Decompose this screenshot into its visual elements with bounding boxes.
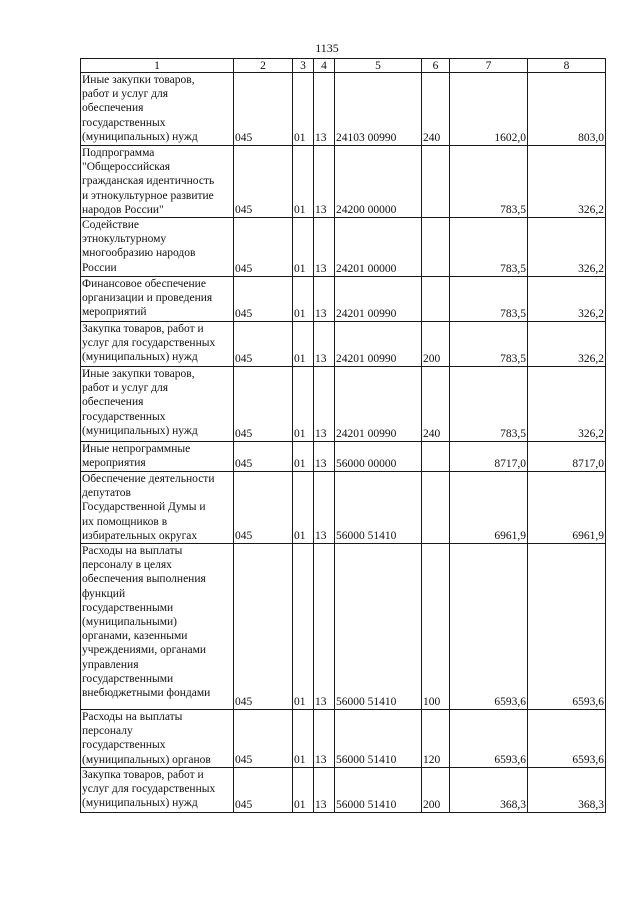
row-name-line: Подпрограмма	[82, 147, 155, 159]
amount-year-1-cell: 783,5	[450, 146, 528, 218]
subsection-code-cell: 13	[314, 544, 335, 710]
target-article-cell: 24200 00000	[335, 146, 422, 218]
amount-year-2-cell: 803,0	[528, 73, 606, 146]
row-name-line: государственными	[82, 601, 174, 614]
section-code-cell: 01	[293, 442, 314, 472]
subsection-code-cell: 13	[314, 710, 335, 768]
row-name-line: многообразию народов	[82, 247, 196, 260]
row-name-cell	[81, 218, 234, 277]
amount-year-1-cell: 783,5	[450, 322, 528, 367]
row-name-line: (муниципальных) нужд	[82, 130, 198, 143]
amount-year-2-cell: 326,2	[528, 367, 606, 442]
amount-year-2-cell: 368,3	[528, 767, 606, 812]
subsection-code-cell: 13	[314, 367, 335, 442]
amount-year-1-cell: 783,5	[450, 367, 528, 442]
ministry-code-cell: 045	[234, 710, 293, 768]
row-name-line: России	[82, 261, 117, 274]
row-name-line: избирательных округах	[82, 529, 198, 542]
table-row	[81, 544, 606, 710]
row-name-line: государственных	[82, 116, 166, 129]
row-name-line: (муниципальных) органов	[82, 753, 211, 766]
row-name-line: (муниципальными)	[82, 616, 177, 629]
row-name-cell	[81, 710, 234, 768]
row-name-line: обеспечения выполнения	[82, 573, 206, 586]
row-name-line: этнокультурному	[82, 233, 167, 246]
table-row	[81, 277, 606, 322]
column-header-3: 3	[293, 59, 314, 73]
ministry-code-cell: 045	[234, 544, 293, 710]
amount-year-2-cell: 6593,6	[528, 710, 606, 768]
expense-type-cell: 120	[422, 710, 450, 768]
row-name-line: работ и услуг для	[82, 88, 169, 101]
row-name-line: Расходы на выплаты	[82, 545, 183, 558]
section-code-cell: 01	[293, 277, 314, 322]
table-body	[81, 73, 606, 813]
ministry-code-cell: 045	[234, 73, 293, 146]
expense-type-cell	[422, 146, 450, 218]
row-name-line: функций	[82, 587, 126, 600]
column-header-7: 7	[450, 59, 528, 73]
row-name-line: (муниципальных) нужд	[82, 797, 198, 810]
section-code-cell: 01	[293, 767, 314, 812]
section-code-cell: 01	[293, 146, 314, 218]
section-code-cell: 01	[293, 710, 314, 768]
row-name-line: Финансовое обеспечение	[82, 278, 206, 291]
amount-year-2-cell: 326,2	[528, 277, 606, 322]
table-row	[81, 218, 606, 277]
row-name-line: Содействие	[82, 219, 140, 232]
row-name-line: организации и проведения	[82, 292, 213, 305]
row-name-line: гражданская идентичность	[82, 175, 215, 188]
target-article-cell: 24201 00990	[335, 322, 422, 367]
section-code-cell: 01	[293, 322, 314, 367]
header-row	[81, 59, 606, 73]
row-name-line: обеспечения	[82, 396, 144, 409]
ministry-code-cell: 045	[234, 322, 293, 367]
row-name-line: Закупка товаров, работ и	[82, 768, 204, 781]
table-row	[81, 367, 606, 442]
expense-type-cell: 240	[422, 367, 450, 442]
row-name-line: Государственной Думы и	[82, 501, 206, 514]
expense-type-cell	[422, 277, 450, 322]
row-name-line: государственными	[82, 672, 174, 685]
row-name-cell	[81, 767, 234, 812]
target-article-cell: 56000 51410	[335, 472, 422, 544]
amount-year-2-cell: 326,2	[528, 146, 606, 218]
subsection-code-cell: 13	[314, 472, 335, 544]
amount-year-1-cell: 1602,0	[450, 73, 528, 146]
row-name-line: народов России"	[82, 203, 164, 216]
table-row	[81, 710, 606, 768]
column-header-4: 4	[314, 59, 335, 73]
table-row	[81, 442, 606, 472]
row-name-line: Закупка товаров, работ и	[82, 323, 204, 336]
section-code-cell: 01	[293, 73, 314, 146]
ministry-code-cell: 045	[234, 218, 293, 277]
table-row	[81, 322, 606, 367]
expense-type-cell: 200	[422, 767, 450, 812]
row-name-cell	[81, 442, 234, 472]
row-name-line: обеспечения	[82, 102, 144, 115]
row-name-line: Иные закупки товаров,	[82, 368, 195, 381]
column-header-1: 1	[81, 59, 234, 73]
expense-type-cell: 240	[422, 73, 450, 146]
amount-year-1-cell: 6593,6	[450, 710, 528, 768]
row-name-line: Иные закупки товаров,	[82, 74, 195, 86]
target-article-cell: 56000 51410	[335, 710, 422, 768]
table-row	[81, 767, 606, 812]
row-name-line: депутатов	[82, 487, 131, 500]
budget-table	[80, 58, 606, 813]
expense-type-cell: 100	[422, 544, 450, 710]
target-article-cell: 24201 00990	[335, 367, 422, 442]
row-name-line: учреждениями, органами	[82, 644, 207, 657]
column-header-5: 5	[335, 59, 422, 73]
amount-year-1-cell: 368,3	[450, 767, 528, 812]
row-name-line: персоналу в целях	[82, 559, 172, 572]
subsection-code-cell: 13	[314, 442, 335, 472]
target-article-cell: 24103 00990	[335, 73, 422, 146]
ministry-code-cell: 045	[234, 146, 293, 218]
amount-year-2-cell: 6593,6	[528, 544, 606, 710]
ministry-code-cell: 045	[234, 277, 293, 322]
column-header-6: 6	[422, 59, 450, 73]
ministry-code-cell: 045	[234, 472, 293, 544]
column-header-2: 2	[234, 59, 293, 73]
page-number: 1135	[315, 41, 339, 55]
expense-type-cell	[422, 442, 450, 472]
row-name-line: мероприятий	[82, 306, 147, 319]
target-article-cell: 56000 51410	[335, 767, 422, 812]
section-code-cell: 01	[293, 544, 314, 710]
row-name-line: управления	[82, 658, 139, 671]
section-code-cell: 01	[293, 367, 314, 442]
ministry-code-cell: 045	[234, 767, 293, 812]
row-name-line: Иные непрограммные	[82, 443, 191, 456]
amount-year-1-cell: 6593,6	[450, 544, 528, 710]
row-name-line: (муниципальных) нужд	[82, 424, 198, 437]
row-name-line: Расходы на выплаты	[82, 711, 183, 724]
target-article-cell: 56000 51410	[335, 544, 422, 710]
row-name-cell	[81, 322, 234, 367]
expense-type-cell: 200	[422, 322, 450, 367]
ministry-code-cell: 045	[234, 442, 293, 472]
table-row	[81, 146, 606, 218]
expense-type-cell	[422, 472, 450, 544]
subsection-code-cell: 13	[314, 146, 335, 218]
section-code-cell: 01	[293, 472, 314, 544]
row-name-cell	[81, 544, 234, 710]
row-name-line: внебюджетными фондами	[82, 687, 211, 700]
row-name-line: и этнокультурное развитие	[82, 189, 214, 202]
section-code-cell: 01	[293, 218, 314, 277]
amount-year-1-cell: 8717,0	[450, 442, 528, 472]
row-name-line: персоналу	[82, 725, 133, 738]
row-name-line: мероприятия	[82, 457, 146, 470]
row-name-cell	[81, 367, 234, 442]
row-name-line: "Общероссийская	[82, 161, 171, 174]
amount-year-2-cell: 326,2	[528, 218, 606, 277]
target-article-cell: 56000 00000	[335, 442, 422, 472]
amount-year-2-cell: 6961,9	[528, 472, 606, 544]
row-name-line: услуг для государственных	[82, 337, 216, 350]
ministry-code-cell: 045	[234, 367, 293, 442]
target-article-cell: 24201 00000	[335, 218, 422, 277]
subsection-code-cell: 13	[314, 767, 335, 812]
subsection-code-cell: 13	[314, 322, 335, 367]
row-name-cell	[81, 73, 234, 146]
table-row	[81, 472, 606, 544]
amount-year-1-cell: 6961,9	[450, 472, 528, 544]
row-name-line: Обеспечение деятельности	[82, 473, 215, 486]
row-name-line: услуг для государственных	[82, 783, 216, 796]
amount-year-2-cell: 326,2	[528, 322, 606, 367]
row-name-cell	[81, 472, 234, 544]
row-name-line: (муниципальных) нужд	[82, 351, 198, 364]
amount-year-1-cell: 783,5	[450, 218, 528, 277]
amount-year-2-cell: 8717,0	[528, 442, 606, 472]
row-name-line: государственных	[82, 739, 166, 752]
subsection-code-cell: 13	[314, 218, 335, 277]
column-header-8: 8	[528, 59, 606, 73]
row-name-cell	[81, 277, 234, 322]
table-row	[81, 73, 606, 146]
row-name-line: их помощников в	[82, 515, 168, 528]
amount-year-1-cell: 783,5	[450, 277, 528, 322]
row-name-line: работ и услуг для	[82, 382, 169, 395]
subsection-code-cell: 13	[314, 73, 335, 146]
subsection-code-cell: 13	[314, 277, 335, 322]
target-article-cell: 24201 00990	[335, 277, 422, 322]
row-name-cell	[81, 146, 234, 218]
expense-type-cell	[422, 218, 450, 277]
row-name-line: государственных	[82, 410, 166, 423]
row-name-line: органами, казенными	[82, 630, 188, 643]
